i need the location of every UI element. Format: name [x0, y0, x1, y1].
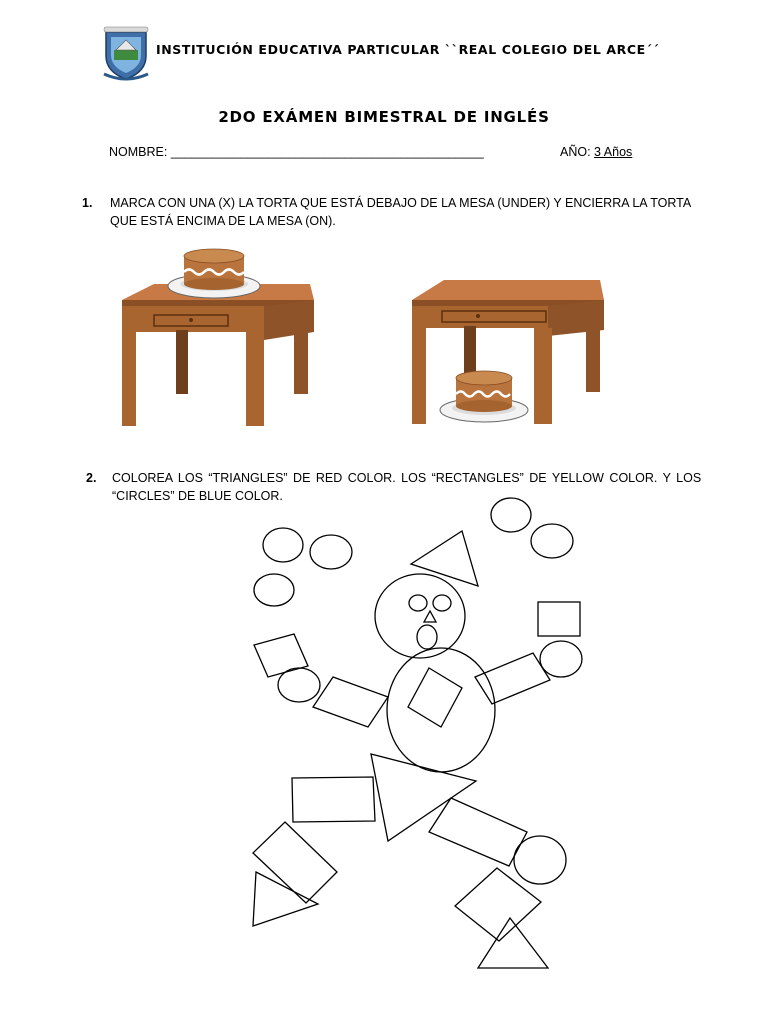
triangle-shape[interactable] [253, 872, 318, 926]
body-circle-shape[interactable] [387, 648, 495, 772]
rectangle-shape[interactable] [429, 798, 527, 866]
name-line[interactable]: _____________________________________________ [170, 145, 484, 159]
rectangle-shape[interactable] [313, 677, 388, 727]
circle-shape[interactable] [263, 528, 303, 562]
eye-circle-shape[interactable] [409, 595, 427, 611]
question-1-line-2: QUE ESTÁ ENCIMA DE LA MESA (ON). [110, 214, 336, 228]
question-2-line-2: “CIRCLES” DE BLUE COLOR. [112, 489, 283, 503]
rectangle-shape[interactable] [455, 868, 541, 941]
mouth-circle-shape[interactable] [417, 625, 437, 649]
circle-shape[interactable] [254, 574, 294, 606]
rectangle-shape[interactable] [253, 822, 337, 903]
circle-shape[interactable] [540, 641, 582, 677]
rectangle-shape[interactable] [292, 777, 375, 822]
question-1-line-1: MARCA CON UNA (X) LA TORTA QUE ESTÁ DEBAJO DE LA MESA (UNDER) Y ENCIERRA LA TORTA [110, 196, 692, 210]
eye-circle-shape[interactable] [433, 595, 451, 611]
circle-shape[interactable] [491, 498, 531, 532]
nose-triangle-shape[interactable] [424, 611, 436, 622]
question-1-number: 1. [82, 196, 93, 210]
question-2-number: 2. [86, 471, 97, 485]
diamond-rectangle-shape[interactable] [408, 668, 462, 727]
triangle-shape[interactable] [371, 754, 476, 841]
name-label: NOMBRE: [109, 145, 168, 159]
school-name: INSTITUCIÓN EDUCATIVA PARTICULAR ``REAL COLEGIO DEL ARCE´´ [156, 42, 660, 57]
question-2-line-1: COLOREA LOS “TRIANGLES” DE RED COLOR. LOS “RECTANGLES” DE YELLOW COLOR. Y LOS [112, 471, 702, 485]
year-label: AÑO: [560, 145, 591, 159]
exam-title: 2DO EXÁMEN BIMESTRAL DE INGLÉS [218, 108, 550, 126]
year-value: 3 Años [594, 145, 633, 159]
rectangle-shape[interactable] [254, 634, 308, 677]
triangle-shape[interactable] [478, 918, 548, 968]
circle-shape[interactable] [531, 524, 573, 558]
rectangle-shape[interactable] [538, 602, 580, 636]
triangle-shape[interactable] [411, 531, 478, 586]
rectangle-shape[interactable] [475, 653, 550, 704]
circle-shape[interactable] [310, 535, 352, 569]
